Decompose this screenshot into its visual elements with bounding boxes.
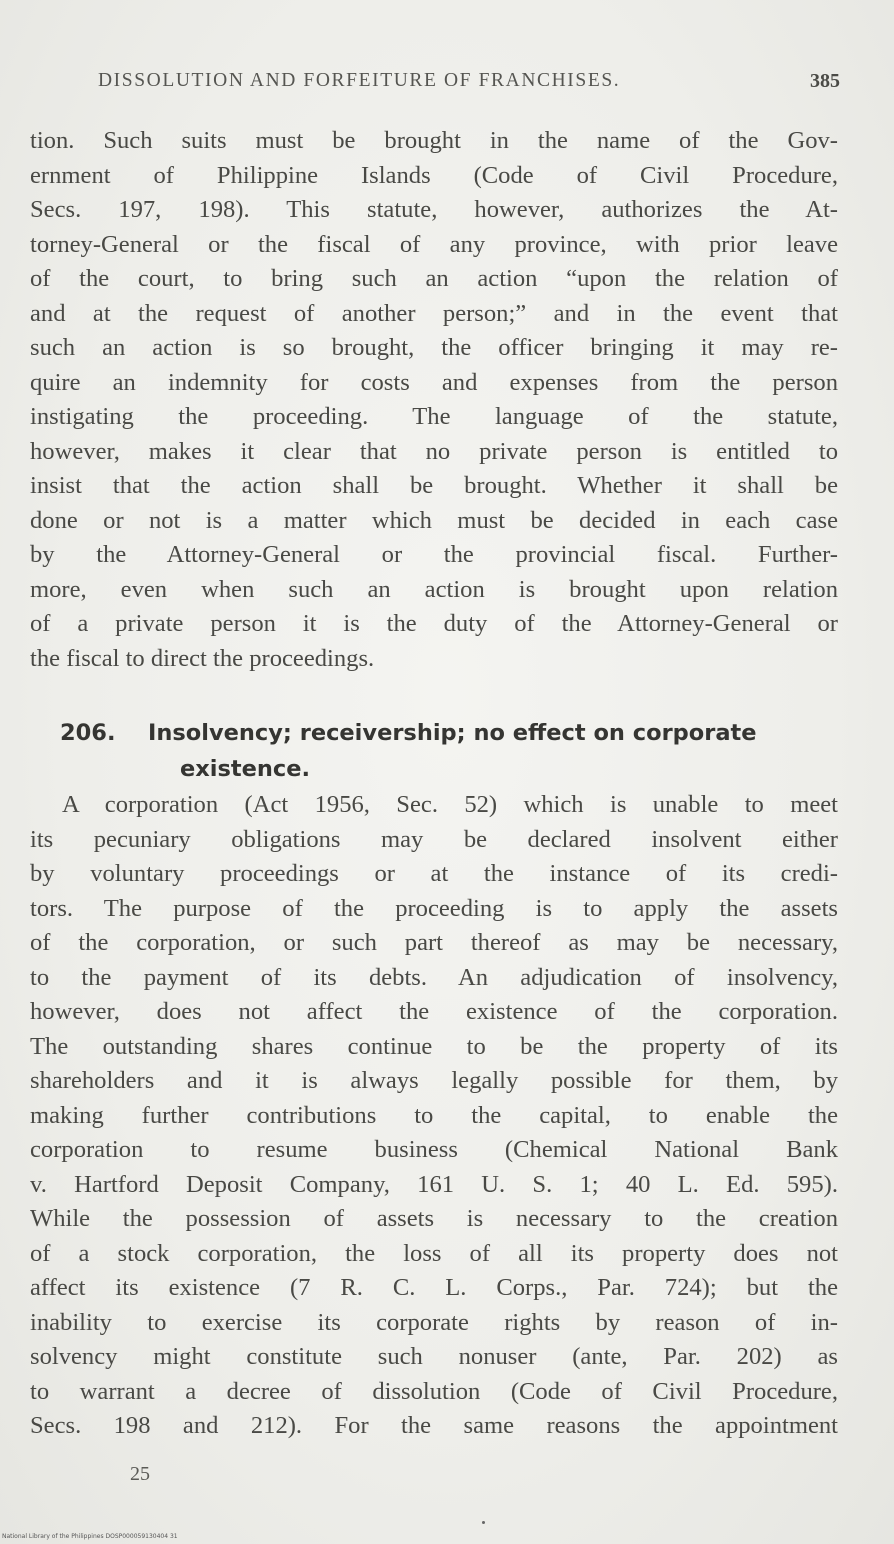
text-line: however, does not affect the existence of the corporation. [30,998,838,1025]
section-title-continued: existence. [180,756,311,782]
text-line: inability to exercise its corporate rights by reason of in- [30,1308,838,1336]
section-heading [60,715,840,787]
text-line: torney-General or the fiscal of any province, with prior leave [30,230,838,258]
text-line: Secs. 198 and 212). For the same reasons the appointment [30,1412,838,1439]
text-line: and at the request of another person;” and in the event that [30,299,838,327]
text-line: more, even when such an action is brought upon relation [30,575,838,603]
text-line: insist that the action shall be brought. Whether it shall be [30,472,838,499]
text-line: A corporation (Act 1956, Sec. 52) which is unable to meet [62,791,838,818]
page-number: 385 [810,70,840,92]
text-line: tors. The purpose of the proceeding is to apply the assets [30,894,838,922]
text-line: done or not is a matter which must be decided in each case [30,506,838,534]
text-line: of a private person it is the duty of the Attorney-General or [30,610,838,637]
paper-speck [482,1521,485,1524]
paragraph-continuation [30,124,838,676]
running-head [98,64,840,104]
section-number: 206. [60,720,116,746]
text-line: solvency might constitute such nonuser (ante, Par. 202) as [30,1343,838,1370]
section-body [30,788,838,1444]
text-line: by the Attorney-General or the provincial fiscal. Further- [30,541,838,568]
text-line: v. Hartford Deposit Company, 161 U. S. 1; 40 L. Ed. 595). [30,1170,838,1198]
text-line: of the court, to bring such an action “upon the relation of [30,265,838,292]
running-head-title: DISSOLUTION AND FORFEITURE OF FRANCHISES. [98,70,621,91]
text-line: of the corporation, or such part thereof as may be necessary, [30,929,838,956]
signature-mark: 25 [130,1463,150,1485]
text-line: by voluntary proceedings or at the instance of its credi- [30,860,838,887]
text-line: however, makes it clear that no private person is entitled to [30,437,838,465]
text-line: instigating the proceeding. The language of the statute, [30,403,838,430]
text-line: such an action is so brought, the officer bringing it may re- [30,334,838,361]
text-line: corporation to resume business (Chemical National Bank [30,1136,838,1163]
text-line: shareholders and it is always legally possible for them, by [30,1067,838,1094]
text-line: Secs. 197, 198). This statute, however, authorizes the At- [30,196,838,223]
section-title: Insolvency; receivership; no effect on corporate [148,720,757,746]
text-line: affect its existence (7 R. C. L. Corps., Par. 724); but the [30,1274,838,1301]
text-line: The outstanding shares continue to be the property of its [30,1032,838,1060]
text-line: of a stock corporation, the loss of all its property does not [30,1239,838,1267]
text-line: to the payment of its debts. An adjudication of insolvency, [30,963,838,991]
text-line: quire an indemnity for costs and expenses from the person [30,368,838,396]
text-line: the fiscal to direct the proceedings. [30,644,375,672]
text-line: to warrant a decree of dissolution (Code of Civil Procedure, [30,1377,838,1405]
scan-credit: National Library of the Philippines DOSP000059130404 31 [2,1533,178,1540]
text-line: ernment of Philippine Islands (Code of Civil Procedure, [30,161,838,189]
text-line: tion. Such suits must be brought in the name of the Gov- [30,127,838,154]
text-line: While the possession of assets is necessary to the creation [30,1205,838,1232]
text-line: making further contributions to the capital, to enable the [30,1101,838,1129]
text-line: its pecuniary obligations may be declared insolvent either [30,825,838,853]
